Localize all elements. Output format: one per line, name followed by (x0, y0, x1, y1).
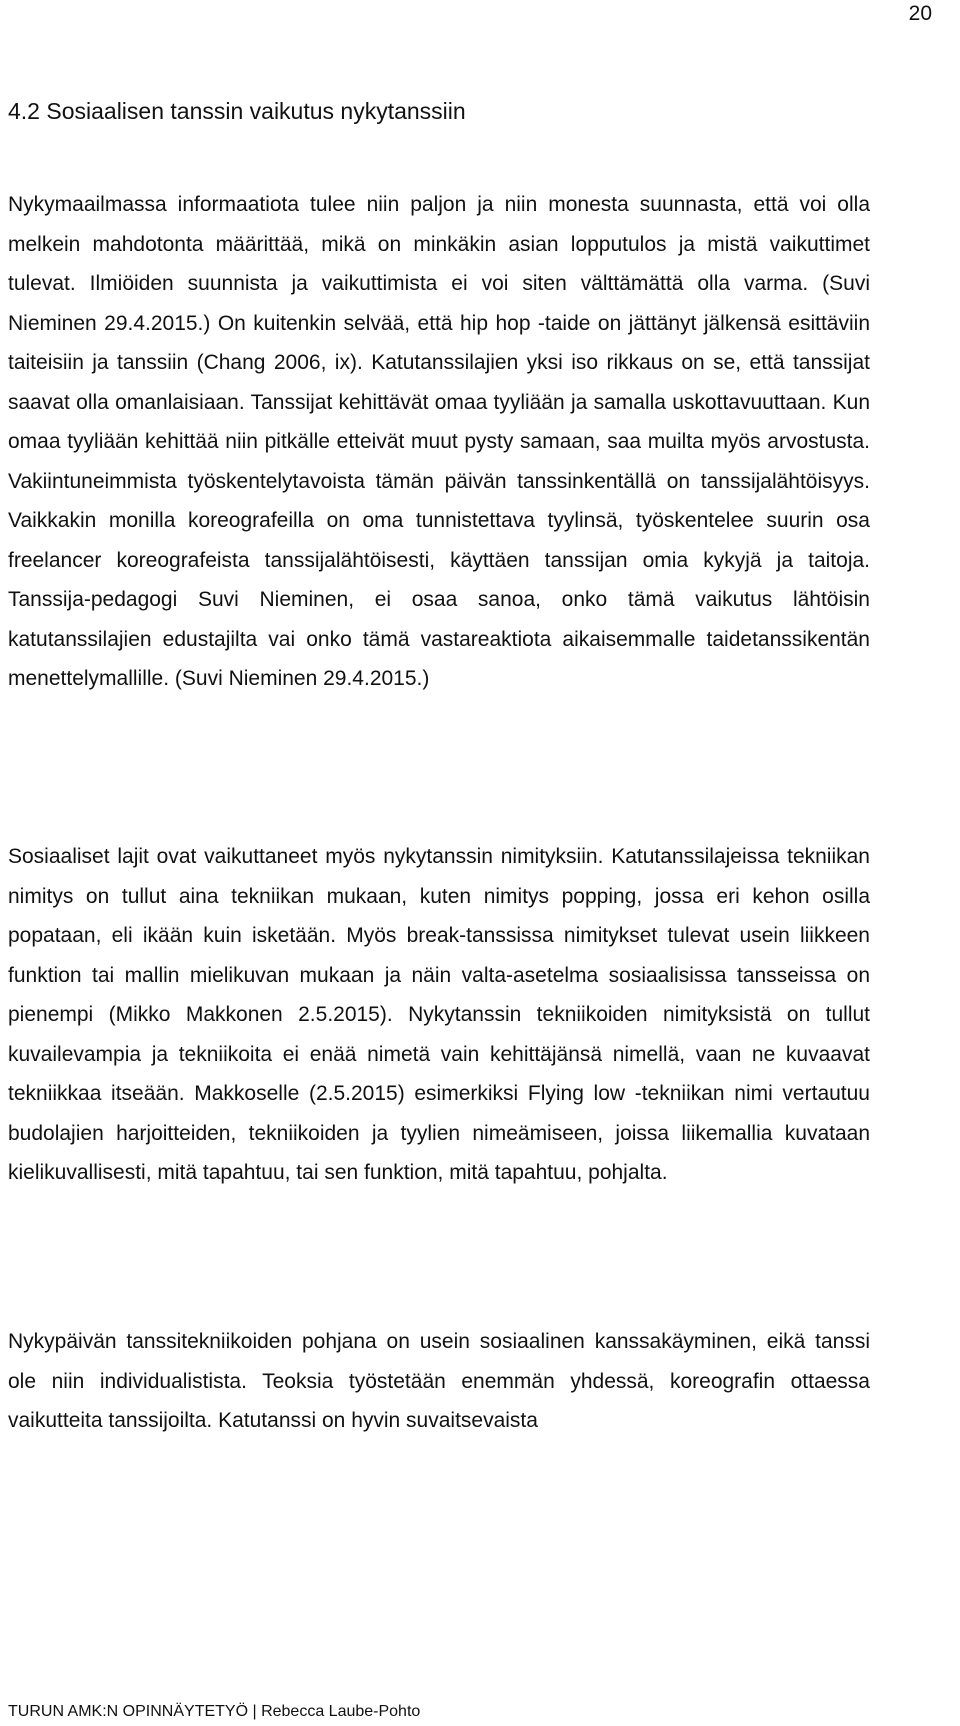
section-heading: 4.2 Sosiaalisen tanssin vaikutus nykytanssiin (8, 98, 466, 124)
paragraph-1: Nykymaailmassa informaatiota tulee niin paljon ja niin monesta suunnasta, että voi olla melkein mahdotonta määrittää, mikä on minkäkin asian lopputulos ja mistä vaikuttimet tulevat. Ilmiöiden suunnista ja vaikuttimista ei voi siten välttämättä olla varma. (Suvi Nieminen 29.4.2015.) On kuitenkin selvää, että hip hop -taide on jättänyt jälkensä esittäviin taiteisiin ja tanssiin (Chang 2006, ix). Katutanssilajien yksi iso rikkaus on se, että tanssijat saavat olla omanlaisiaan. Tanssijat kehittävät omaa tyyliään ja samalla uskottavuuttaan. Kun omaa tyyliään kehittää niin pitkälle etteivät muut pysty samaan, saa muilta myös arvostusta. Vakiintuneimmista työskentelytavoista tämän päivän tanssinkentällä on tanssijalähtöisyys. Vaikkakin monilla koreografeilla on oma tunnistettava tyylinsä, työskentelee suurin osa freelancer koreografeista tanssijalähtöisesti, käyttäen tanssijan omia kykyjä ja taitoja. Tanssija-pedagogi Suvi Nieminen, ei osaa sanoa, onko tämä vaikutus lähtöisin katutanssilajien edustajilta vai onko tämä vastareaktiota aikaisemmalle taidetanssikentän menettelymallille. (Suvi Nieminen 29.4.2015.) (8, 193, 870, 690)
footer: TURUN AMK:N OPINNÄYTETYÖ | Rebecca Laube-Pohto (8, 1703, 421, 1720)
page-number: 20 (908, 2, 932, 25)
paragraph-2: Sosiaaliset lajit ovat vaikuttaneet myös nykytanssin nimityksiin. Katutanssilajeissa tekniikan nimitys on tullut aina tekniikan mukaan, kuten nimitys popping, jossa eri kehon osilla popataan, eli ikään kuin isketään. Myös break-tanssissa nimitykset tulevat usein liikkeen funktion tai mallin mielikuvan mukaan ja näin valta-asetelma sosiaalisissa tansseissa on pienempi (Mikko Makkonen 2.5.2015). Nykytanssin tekniikoiden nimityksistä on tullut kuvailevampia ja tekniikoita ei enää nimetä vain kehittäjänsä nimellä, vaan ne kuvaavat tekniikkaa itseään. Makkoselle (2.5.2015) esimerkiksi Flying low -tekniikan nimi vertautuu budolajien harjoitteiden, tekniikoiden ja tyylien nimeämiseen, joissa liikemallia kuvataan kielikuvallisesti, mitä tapahtuu, tai sen funktion, mitä tapahtuu, pohjalta. (8, 845, 870, 1184)
paragraph-3: Nykypäivän tanssitekniikoiden pohjana on usein sosiaalinen kanssakäyminen, eikä tanssi ole niin individualistista. Teoksia työstetään enemmän yhdessä, koreografin ottaessa vaikutteita tanssijoilta. Katutanssi on hyvin suvaitsevaista (8, 1330, 870, 1432)
